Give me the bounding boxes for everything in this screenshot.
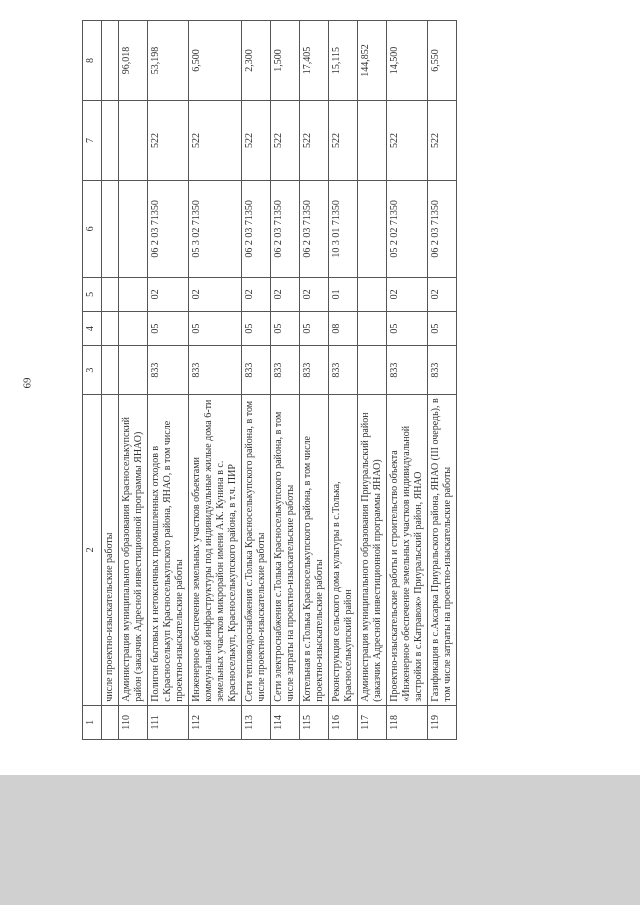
table-row — [119, 21, 148, 740]
table-cell-c4: 05 — [428, 311, 457, 345]
table-cell-name: Полигон бытовых и нетоксичных промышленных отходов в с.Красноселькуп Красноселькупского района, ЯНАО, в том числе проектно-изыскательские работы — [148, 395, 189, 706]
table-row — [428, 21, 457, 740]
table-cell-c5: 01 — [329, 277, 358, 311]
table-cell-n: 113 — [242, 705, 271, 739]
table-cell-c3: 833 — [428, 346, 457, 395]
table-cell-n: 112 — [189, 705, 242, 739]
table-cell-c6 — [358, 181, 387, 278]
table-cell-name: Котельная в с.Толька Красноселькупского района, в том числе проектно-изыскательские работы — [300, 395, 329, 706]
table-cell-n: 110 — [119, 705, 148, 739]
table-cell-name: Проектно-изыскательские работы и строительство объекта «Инженерное обеспечение земельных участков индивидуальной застройки в с.Катравож» Приуральский район, ЯНАО — [387, 395, 428, 706]
table-cell-c7 — [358, 101, 387, 181]
table-cell-c7: 522 — [242, 101, 271, 181]
table-cell-c8: 2,300 — [242, 21, 271, 101]
budget-table — [82, 20, 457, 740]
table-cell-c3: 833 — [189, 346, 242, 395]
table-cell-c8: 6,550 — [428, 21, 457, 101]
table-cell-c6 — [119, 181, 148, 278]
table-cell-c6: 05 3 02 71350 — [189, 181, 242, 278]
table-cell-c5 — [102, 277, 119, 311]
table-cell-name: Администрация муниципального образования Приуральский район (заказчик Адресной инвестиционной программы ЯНАО) — [358, 395, 387, 706]
header-cell-5: 5 — [83, 277, 102, 311]
table-cell-n: 111 — [148, 705, 189, 739]
table-cell-c4 — [119, 311, 148, 345]
table-cell-c4: 05 — [300, 311, 329, 345]
table-row — [242, 21, 271, 740]
table-cell-c8: 144,852 — [358, 21, 387, 101]
table-cell-c4: 05 — [148, 311, 189, 345]
header-cell-1: 1 — [83, 705, 102, 739]
table-cell-c8: 6,500 — [189, 21, 242, 101]
table-row — [189, 21, 242, 740]
table-cell-c7: 522 — [329, 101, 358, 181]
table-cell-c7 — [119, 101, 148, 181]
table-cell-n: 114 — [271, 705, 300, 739]
table-cell-c6 — [102, 181, 119, 278]
table-row — [329, 21, 358, 740]
table-cell-n: 116 — [329, 705, 358, 739]
table-cell-n: 115 — [300, 705, 329, 739]
table-row — [102, 21, 119, 740]
table-cell-c3: 833 — [271, 346, 300, 395]
table-cell-n: 119 — [428, 705, 457, 739]
table-cell-c3: 833 — [242, 346, 271, 395]
table-cell-c4 — [102, 311, 119, 345]
table-cell-c7: 522 — [189, 101, 242, 181]
table-cell-c7: 522 — [271, 101, 300, 181]
table-cell-c3: 833 — [329, 346, 358, 395]
header-cell-8: 8 — [83, 21, 102, 101]
table-cell-c8: 53,198 — [148, 21, 189, 101]
table-cell-c5: 02 — [189, 277, 242, 311]
table-cell-name: Реконструкция сельского дома культуры в с.Толька, Красноселькупский район — [329, 395, 358, 706]
table-cell-c4: 05 — [189, 311, 242, 345]
table-cell-c7: 522 — [387, 101, 428, 181]
table-cell-c3 — [119, 346, 148, 395]
table-cell-c3: 833 — [387, 346, 428, 395]
table-row — [148, 21, 189, 740]
table-row — [300, 21, 329, 740]
table-row — [358, 21, 387, 740]
table-cell-c5 — [119, 277, 148, 311]
table-cell-name: Инженерное обеспечение земельных участков объектами коммунальной инфраструктуры под индивидуальные жилые дома 6-ти земельных участков микрорайон имени А.К. Кунина в с. Красноселькуп, Красноселькупского района, в т.ч. ПИР — [189, 395, 242, 706]
table-cell-c8: 15,115 — [329, 21, 358, 101]
table-cell-c6: 10 3 01 71350 — [329, 181, 358, 278]
table-cell-c6: 06 2 03 71350 — [428, 181, 457, 278]
page-number: 69 — [21, 377, 34, 389]
table-cell-name: числе проектно-изыскательские работы — [102, 395, 119, 706]
table-cell-c5: 02 — [387, 277, 428, 311]
table-cell-c3 — [358, 346, 387, 395]
table-cell-c4: 05 — [242, 311, 271, 345]
table-cell-c7: 522 — [148, 101, 189, 181]
table-cell-c5: 02 — [242, 277, 271, 311]
header-cell-6: 6 — [83, 181, 102, 278]
table-cell-c5: 02 — [428, 277, 457, 311]
table-cell-c8: 14,500 — [387, 21, 428, 101]
table-cell-c4 — [358, 311, 387, 345]
table-cell-c5: 02 — [148, 277, 189, 311]
table-cell-c4: 05 — [387, 311, 428, 345]
table-row — [271, 21, 300, 740]
table-cell-c6: 06 2 03 71350 — [242, 181, 271, 278]
table-cell-c6: 06 2 03 71350 — [300, 181, 329, 278]
table-row — [387, 21, 428, 740]
table-cell-c8: 1,500 — [271, 21, 300, 101]
table-cell-c4: 05 — [271, 311, 300, 345]
table-cell-c8: 17,405 — [300, 21, 329, 101]
table-cell-c3: 833 — [148, 346, 189, 395]
table-cell-c4: 08 — [329, 311, 358, 345]
table-cell-c6: 06 2 03 71350 — [271, 181, 300, 278]
table-cell-c5: 02 — [271, 277, 300, 311]
table-cell-name: Сети электроснабжения с.Толька Красноселькупского района, в том числе затраты на проектно-изыскательские работы — [271, 395, 300, 706]
table-cell-c6: 06 2 03 71350 — [148, 181, 189, 278]
rotated-table-container — [82, 20, 592, 740]
header-cell-7: 7 — [83, 101, 102, 181]
header-cell-3: 3 — [83, 346, 102, 395]
table-cell-c6: 05 2 02 71350 — [387, 181, 428, 278]
table-cell-c8: 96,018 — [119, 21, 148, 101]
table-cell-c3 — [102, 346, 119, 395]
header-row — [83, 21, 102, 740]
table-cell-c5 — [358, 277, 387, 311]
scan-background — [0, 775, 640, 905]
table-cell-name: Сети тепловодоснабжения с.Толька Красноселькупского района, в том числе проектно-изыскательские работы — [242, 395, 271, 706]
header-cell-4: 4 — [83, 311, 102, 345]
table-cell-c7 — [102, 101, 119, 181]
table-cell-c7: 522 — [428, 101, 457, 181]
table-cell-c7: 522 — [300, 101, 329, 181]
table-cell-name: Газификация в с.Аксарка Приуральского района, ЯНАО (III очередь), в том числе затраты на проектно-изыскательские работы — [428, 395, 457, 706]
header-cell-2: 2 — [83, 395, 102, 706]
table-cell-n — [102, 705, 119, 739]
table-cell-n: 118 — [387, 705, 428, 739]
table-cell-c3: 833 — [300, 346, 329, 395]
table-cell-name: Администрация муниципального образования Красноселькупский район (заказчик Адресной инвестиционной программы ЯНАО) — [119, 395, 148, 706]
table-cell-c8 — [102, 21, 119, 101]
table-cell-c5: 02 — [300, 277, 329, 311]
table-cell-n: 117 — [358, 705, 387, 739]
